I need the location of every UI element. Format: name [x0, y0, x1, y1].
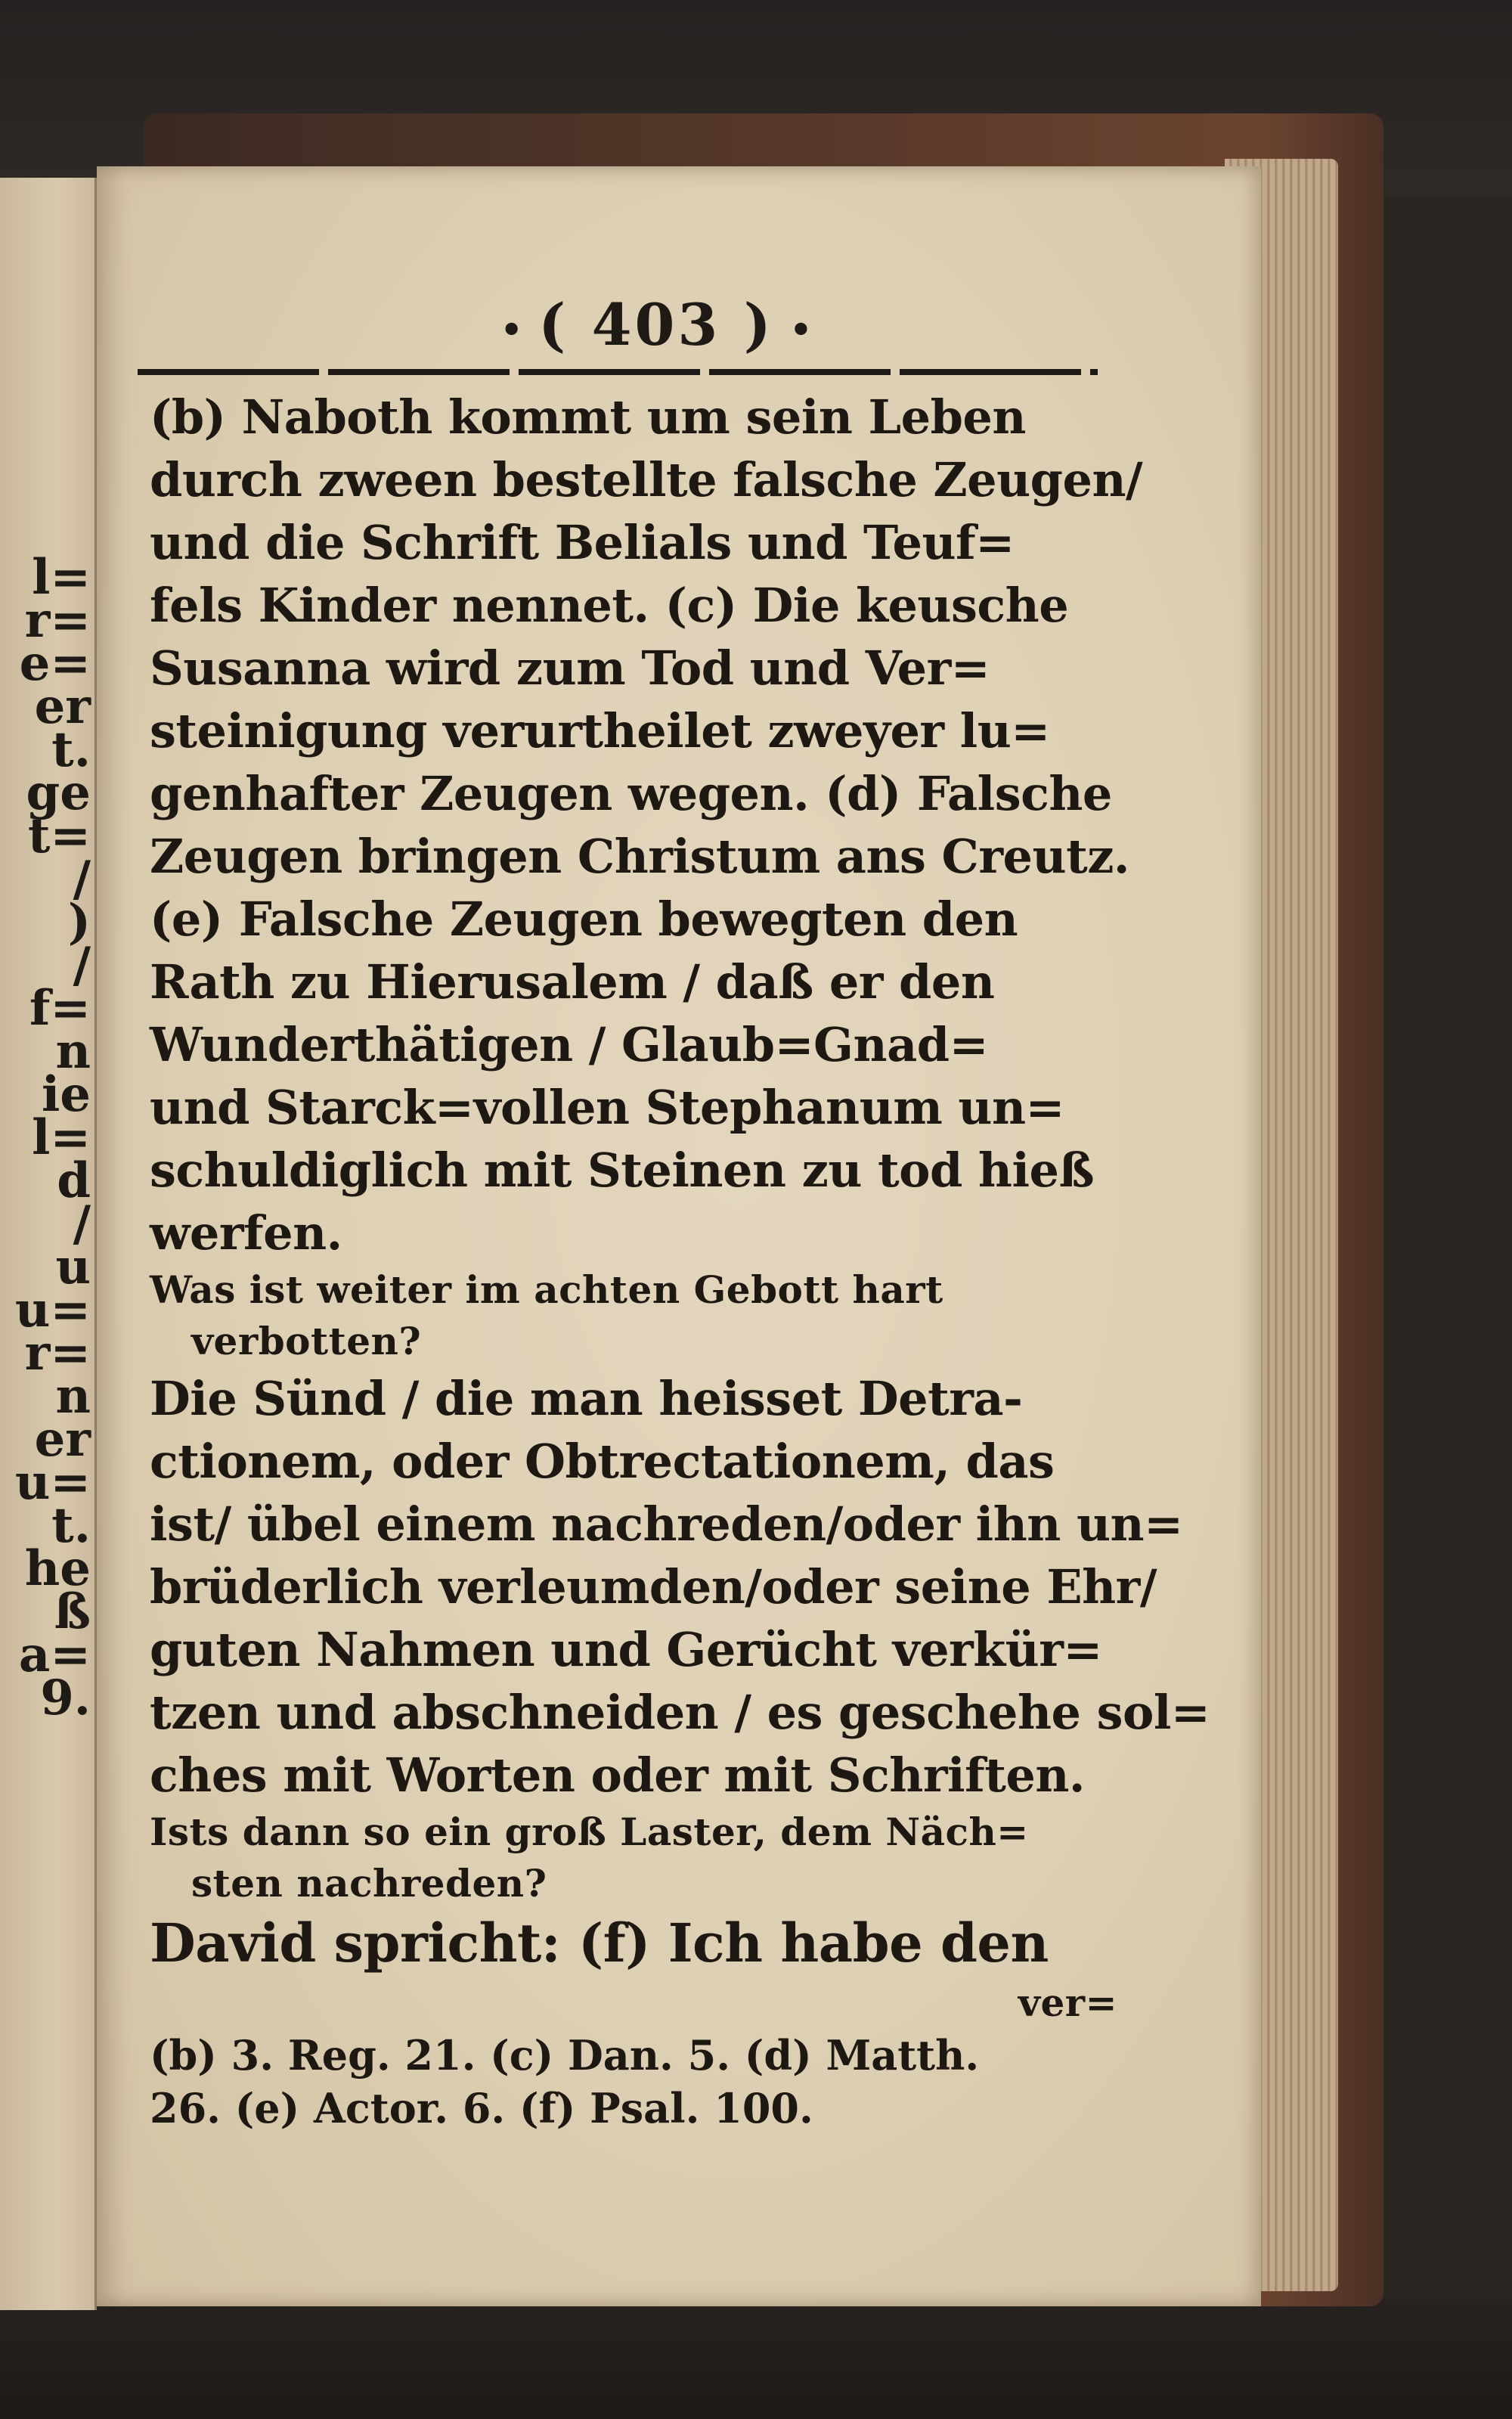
previous-page-fragment: n [55, 1023, 91, 1080]
previous-page [0, 178, 97, 2310]
footnote-line: (b) 3. Reg. 21. (c) Dan. 5. (d) Matth. [150, 2031, 980, 2079]
previous-page-fragment: 9. [40, 1670, 91, 1726]
page-number: ( 403 ) [538, 291, 774, 358]
body-line: Rath zu Hierusalem / daß er den [150, 954, 995, 1009]
previous-page-fragment: u= [14, 1454, 91, 1511]
answer-1 [150, 1367, 1210, 1806]
body-line: durch zween bestellte falsche Zeugen/ [150, 452, 1143, 507]
previous-page-fragment: a= [18, 1627, 91, 1683]
body-line: Zeugen bringen Christum ans Creutz. [150, 829, 1130, 884]
previous-page-fragment: / [73, 1196, 91, 1252]
body-line: genhafter Zeugen wegen. (d) Falsche [150, 766, 1112, 821]
previous-page-fragment: t. [51, 721, 91, 778]
question-line: verbotten? [191, 1319, 422, 1363]
previous-page-fragment: r= [24, 592, 91, 649]
previous-page-fragment: he [24, 1540, 91, 1597]
previous-page-fragment: ie [41, 1066, 91, 1123]
answer-line: tzen und abschneiden / es geschehe sol= [150, 1685, 1210, 1740]
answer-line: brüderlich verleumden/oder seine Ehr/ [150, 1559, 1157, 1614]
header-ornament-right: • [788, 306, 813, 355]
previous-page-fragment: l= [32, 549, 91, 606]
body-line: steinigung verurtheilet zweyer lu= [150, 703, 1050, 758]
body-line: fels Kinder nennet. (c) Die keusche [150, 578, 1069, 633]
previous-page-fragment: n [55, 1368, 91, 1425]
body-line: Wunderthätigen / Glaub=Gnad= [150, 1017, 989, 1072]
previous-page-fragment: f= [29, 980, 91, 1037]
body-line: und Starck=vollen Stephanum un= [150, 1080, 1064, 1135]
body-paragraph [150, 386, 1143, 1264]
previous-page-fragment: / [73, 851, 91, 907]
body-line: Susanna wird zum Tod und Ver= [150, 640, 990, 696]
previous-page-fragment: ) [67, 894, 91, 951]
previous-page-fragment: e= [19, 635, 91, 692]
body-line: (b) Naboth kommt um sein Leben [150, 389, 1026, 445]
previous-page-fragment: ge [26, 764, 91, 821]
footnote-line: 26. (e) Actor. 6. (f) Psal. 100. [150, 2084, 813, 2132]
question-1 [150, 1264, 1125, 1367]
answer-2-line: David spricht: (f) Ich habe den [150, 1912, 1049, 1974]
previous-page-fragment: t. [51, 1497, 91, 1554]
body-line: und die Schrift Belials und Teuf= [150, 515, 1015, 570]
question-2 [150, 1806, 1125, 1909]
previous-page-fragment: d [57, 1152, 91, 1209]
backdrop-bottom [0, 2299, 1512, 2419]
footnotes [150, 2029, 1125, 2135]
previous-page-fragment: er [34, 1411, 91, 1468]
previous-page-fragment: r= [24, 1325, 91, 1382]
header-ornament-left: • [499, 306, 525, 355]
body-line: werfen. [150, 1205, 342, 1261]
answer-line: ches mit Worten oder mit Schriften. [150, 1748, 1086, 1803]
body-line: (e) Falsche Zeugen bewegten den [150, 892, 1018, 947]
body-line: schuldiglich mit Steinen zu tod hieß [150, 1143, 1095, 1198]
answer-line: ctionem, oder Obtrectationem, das [150, 1434, 1055, 1489]
header-rule [138, 369, 1098, 375]
previous-page-fragment: er [34, 678, 91, 735]
question-line: Was ist weiter im achten Gebott hart [150, 1267, 943, 1312]
previous-page-fragment: t= [27, 808, 91, 864]
previous-page-fragment: u [55, 1239, 91, 1295]
question-line: Ists dann so ein groß Laster, dem Näch= [150, 1810, 1029, 1854]
book-page [97, 166, 1261, 2306]
catchword: ver= [1018, 1980, 1117, 2025]
previous-page-fragment: u= [14, 1282, 91, 1338]
page-header [135, 291, 1178, 367]
previous-page-fragment: ß [54, 1583, 91, 1640]
previous-page-fragment: l= [32, 1109, 91, 1166]
previous-page-fragment: / [73, 937, 91, 994]
answer-line: Die Sünd / die man heisset Detra- [150, 1371, 1023, 1426]
page-text [150, 386, 1210, 2135]
answer-line: ist/ übel einem nachreden/oder ihn un= [150, 1496, 1183, 1552]
question-line: sten nachreden? [191, 1861, 547, 1906]
answer-line: guten Nahmen und Gerücht verkür= [150, 1622, 1102, 1677]
previous-page-fragments [0, 549, 91, 1726]
